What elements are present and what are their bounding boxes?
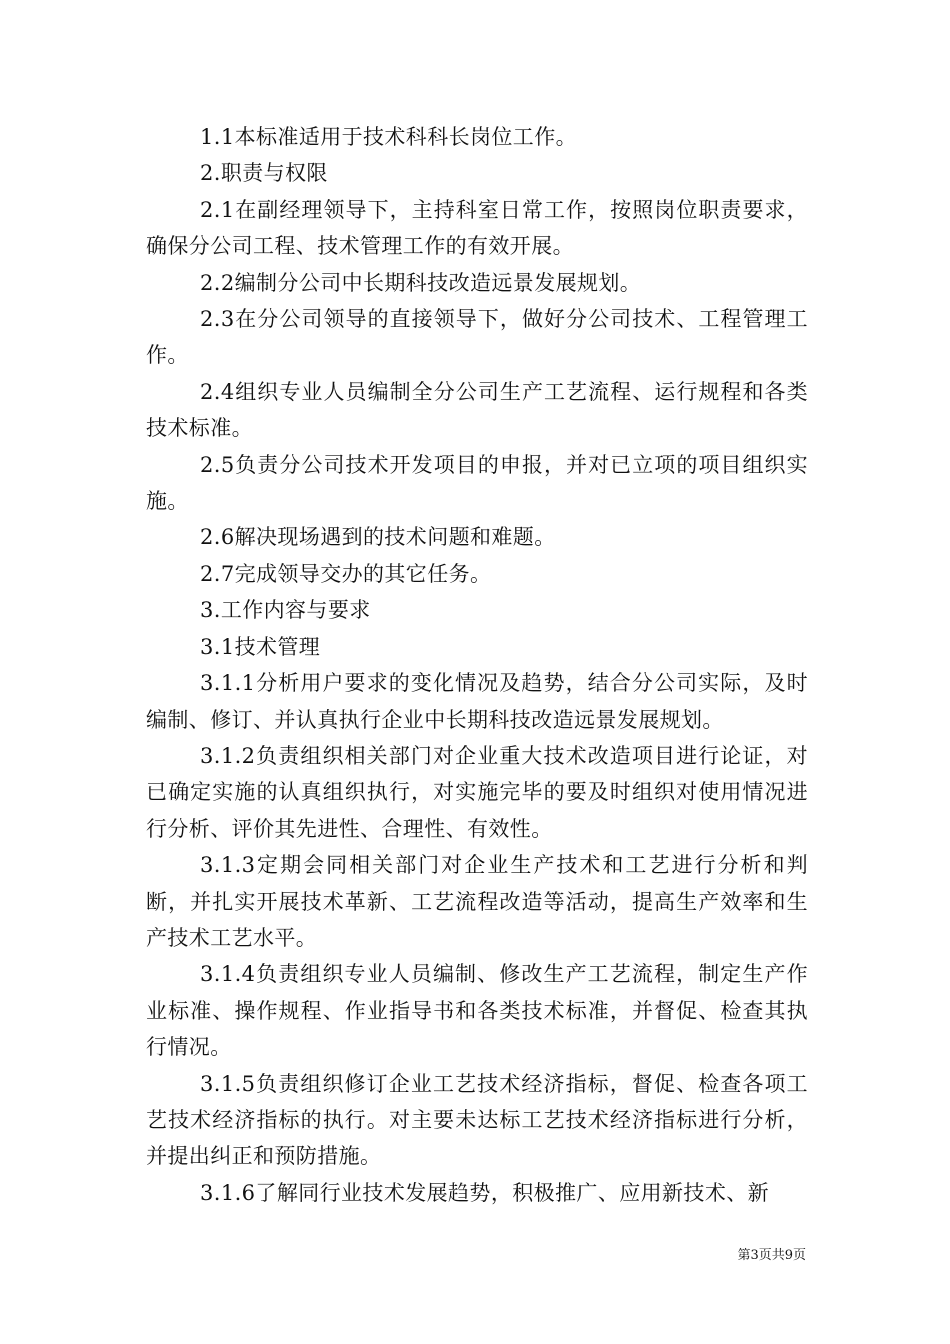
paragraph-3-1-2: 3.1.2负责组织相关部门对企业重大技术改造项目进行论证，对已确定实施的认真组织执行，对实施完毕的要及时组织对使用情况进行分析、评价其先进性、合理性、有效性。 [146, 743, 808, 841]
paragraph-1-1: 1.1本标准适用于技术科科长岗位工作。 [200, 125, 577, 149]
document-body [146, 119, 808, 1211]
paragraph-2-6: 2.6解决现场遇到的技术问题和难题。 [200, 525, 556, 550]
paragraph-3-1-3: 3.1.3定期会同相关部门对企业生产技术和工艺进行分析和判断，并扎实开展技术革新、工艺流程改造等活动，提高生产效率和生产技术工艺水平。 [146, 853, 808, 950]
paragraph-3-1-4: 3.1.4负责组织专业人员编制、修改生产工艺流程，制定生产作业标准、操作规程、作业指导书和各类技术标准，并督促、检查其执行情况。 [146, 962, 808, 1060]
paragraph-2-1: 2.1在副经理领导下，主持科室日常工作，按照岗位职责要求，确保分公司工程、技术管理工作的有效开展。 [146, 197, 808, 259]
page-number-footer: 第3页共9页 [737, 1248, 806, 1263]
paragraph-3-1-1: 3.1.1分析用户要求的变化情况及趋势，结合分公司实际，及时编制、修订、并认真执行企业中长期科技改造远景发展规划。 [146, 671, 808, 732]
heading-3-1-tech-management: 3.1技术管理 [200, 634, 321, 659]
paragraph-2-4: 2.4组织专业人员编制全分公司生产工艺流程、运行规程和各类技术标准。 [146, 379, 808, 441]
paragraph-2-2: 2.2编制分公司中长期科技改造远景发展规划。 [200, 270, 642, 295]
paragraph-3-1-6: 3.1.6了解同行业技术发展趋势，积极推广、应用新技术、新 [200, 1180, 770, 1205]
heading-3-work-content: 3.工作内容与要求 [200, 598, 371, 623]
paragraph-3-1-5: 3.1.5负责组织修订企业工艺技术经济指标，督促、检查各项工艺技术经济指标的执行。对主要未达标工艺技术经济指标进行分析，并提出纠正和预防措施。 [146, 1071, 808, 1169]
heading-2-responsibilities: 2.职责与权限 [200, 161, 328, 186]
paragraph-2-5: 2.5负责分公司技术开发项目的申报，并对已立项的项目组织实施。 [146, 452, 808, 514]
paragraph-2-3: 2.3在分公司领导的直接领导下，做好分公司技术、工程管理工作。 [146, 307, 808, 368]
paragraph-2-7: 2.7完成领导交办的其它任务。 [200, 561, 492, 586]
